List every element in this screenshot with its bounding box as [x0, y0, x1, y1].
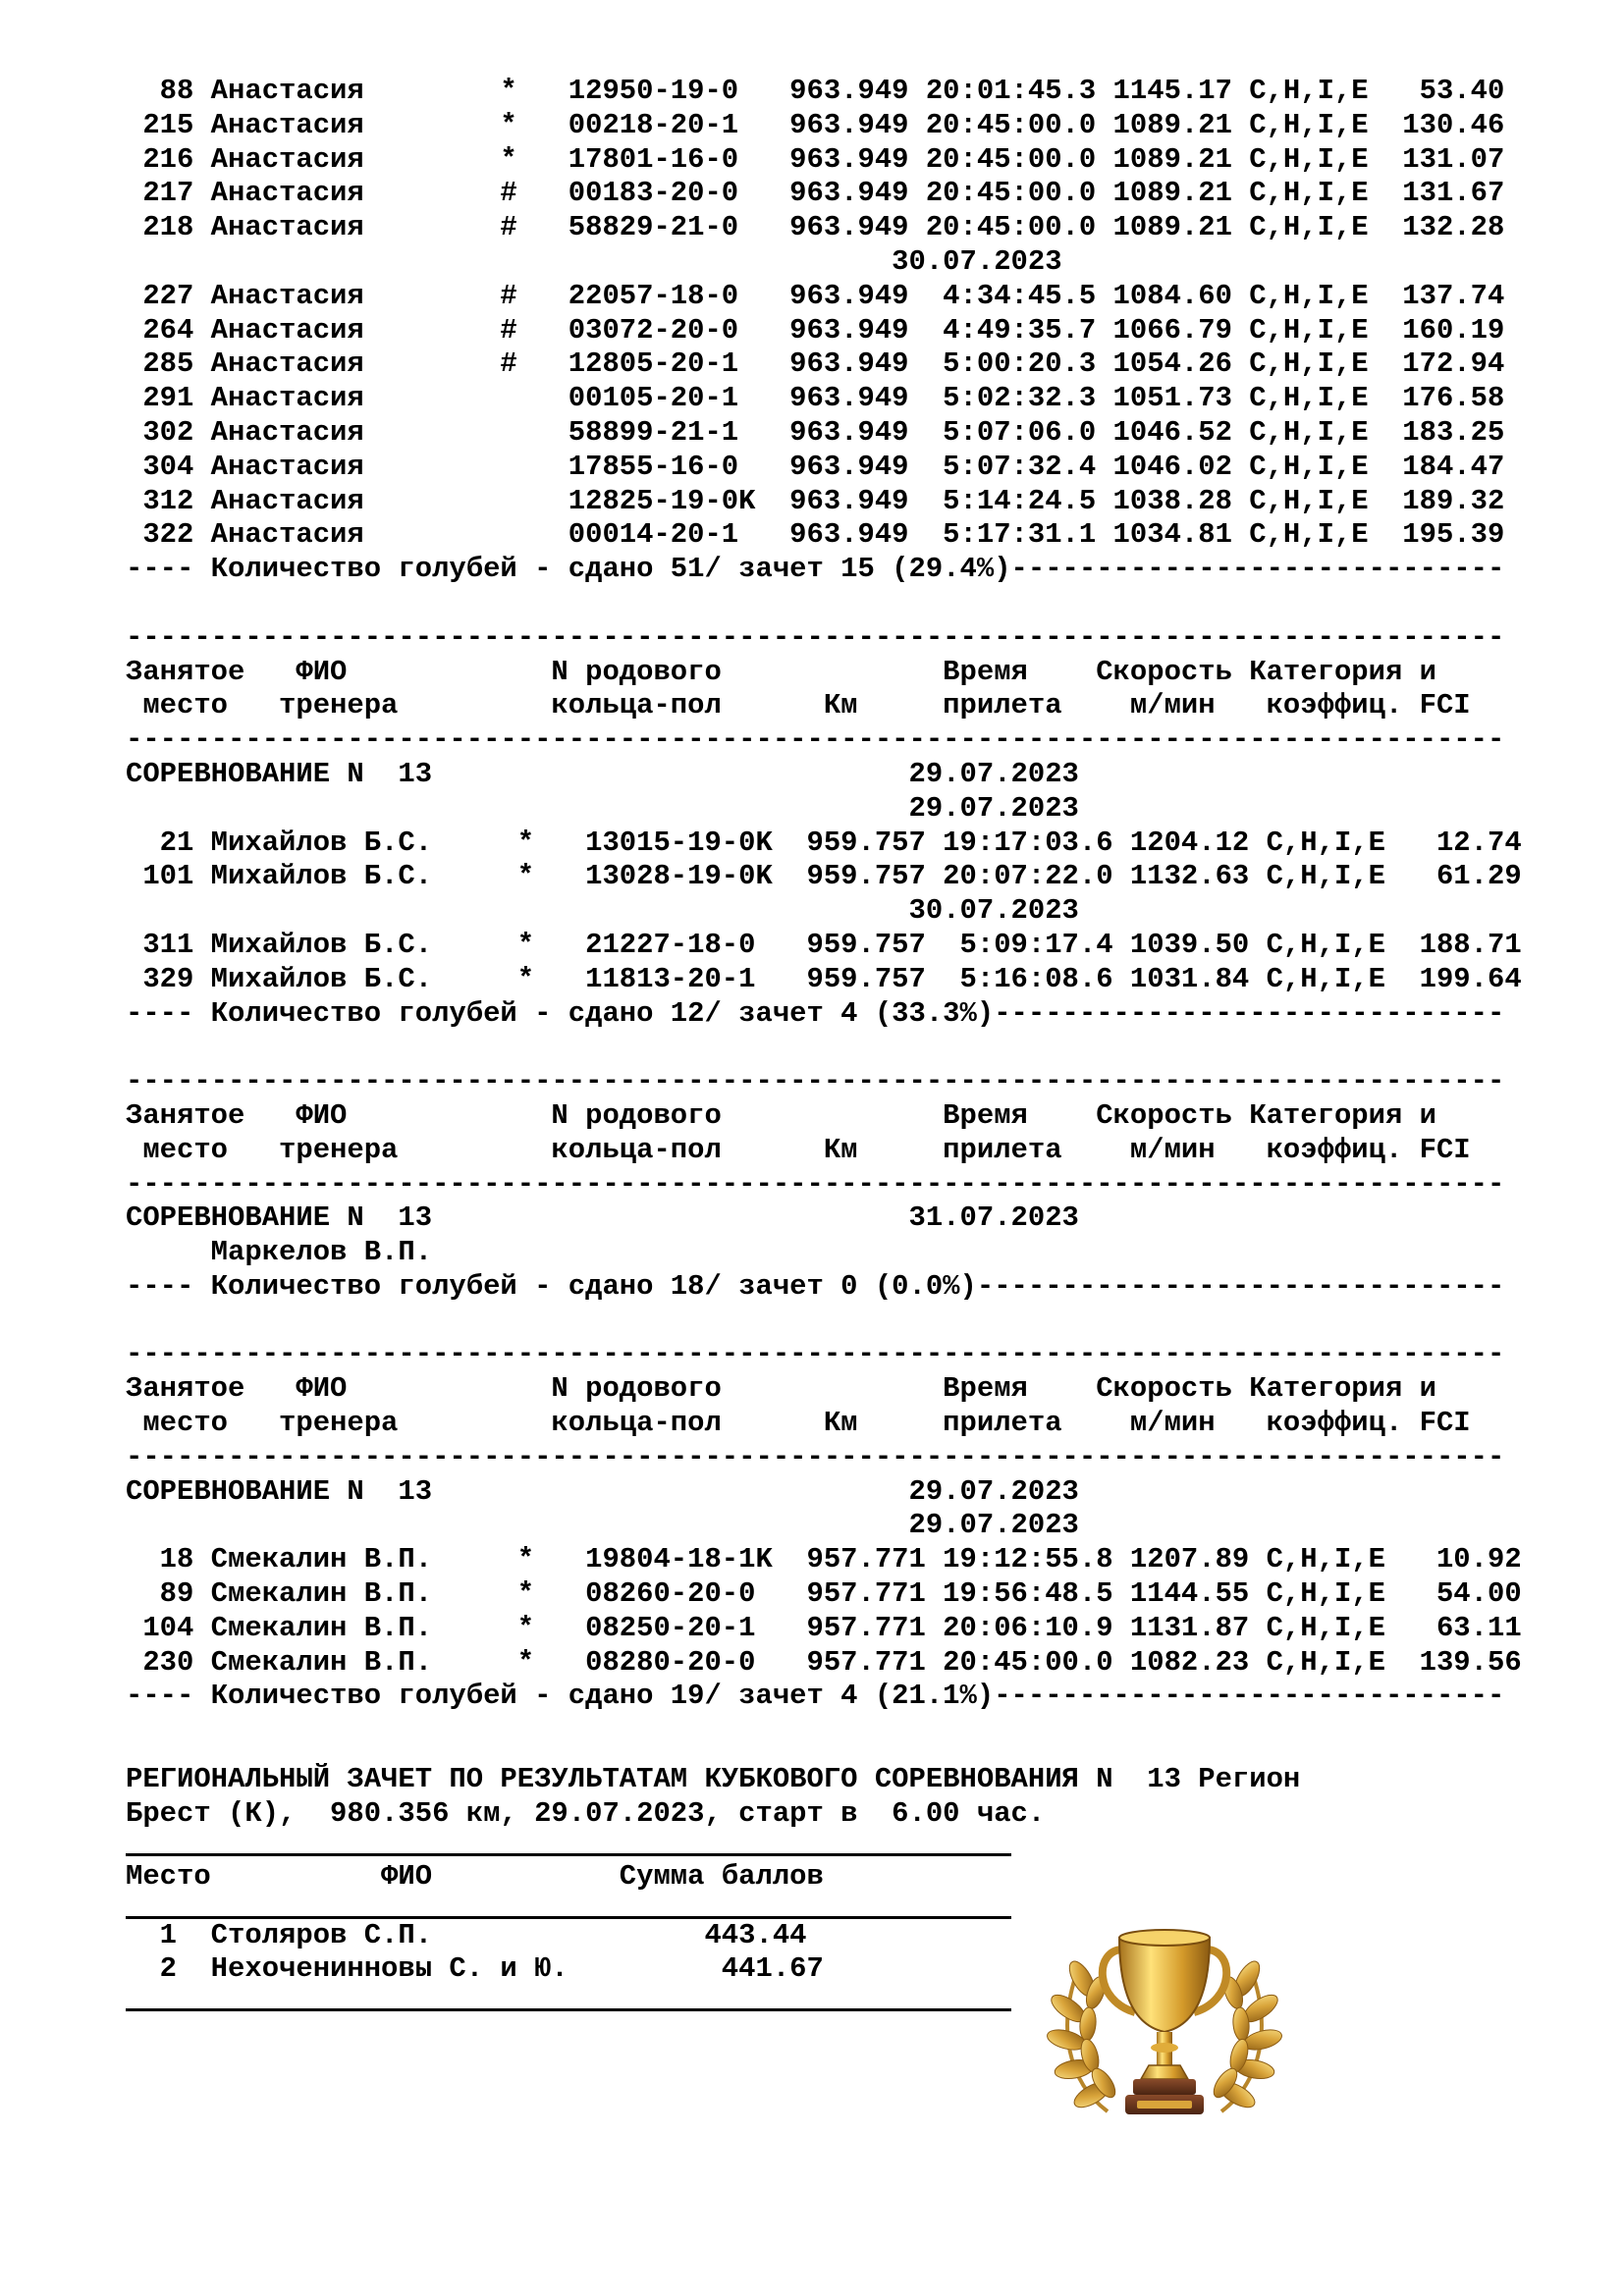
regional-subtitle: Брест (К), 980.356 км, 29.07.2023, старт в 6.00 час. — [126, 1797, 1046, 1831]
divider: --------------------------------------------------------------------------------- — [126, 620, 1505, 654]
column-header: Занятое ФИО N родового Время Скорость Категория и — [126, 1372, 1436, 1406]
result-row: 291 Анастасия 00105-20-1 963.949 5:02:32.3 1051.73 C,H,I,E 176.58 — [126, 382, 1505, 415]
result-row: 304 Анастасия 17855-16-0 963.949 5:07:32.4 1046.02 C,H,I,E 184.47 — [126, 450, 1505, 483]
regional-table-header: Место ФИО Сумма баллов — [126, 1859, 824, 1893]
result-row: 230 Смекалин В.П. * 08280-20-0 957.771 20:45:00.0 1082.23 C,H,I,E 139.56 — [126, 1645, 1522, 1679]
table-rule-top — [126, 1853, 1011, 1856]
column-header: место тренера кольца-пол Км прилета м/мин коэффиц. FCI — [126, 689, 1471, 722]
column-header: место тренера кольца-пол Км прилета м/мин коэффиц. FCI — [126, 1133, 1471, 1166]
divider: --------------------------------------------------------------------------------- — [126, 1065, 1505, 1098]
result-row: 104 Смекалин В.П. * 08250-20-1 957.771 20:06:10.9 1131.87 C,H,I,E 63.11 — [126, 1611, 1522, 1644]
section-smekalin — [126, 1338, 1598, 1714]
divider: --------------------------------------------------------------------------------- — [126, 723, 1505, 757]
result-row: 21 Михайлов Б.С. * 13015-19-0K 959.757 19:17:03.6 1204.12 C,H,I,E 12.74 — [126, 826, 1522, 859]
date-row: 29.07.2023 — [126, 1509, 1079, 1542]
trophy-icon — [1039, 1910, 1290, 2136]
competition-title: СОРЕВНОВАНИЕ N 13 29.07.2023 — [126, 1474, 1079, 1508]
result-row: 18 Смекалин В.П. * 19804-18-1K 957.771 19:12:55.8 1207.89 C,H,I,E 10.92 — [126, 1543, 1522, 1576]
divider: --------------------------------------------------------------------------------- — [126, 1167, 1505, 1201]
regional-row: 1 Столяров С.П. 443.44 — [126, 1918, 807, 1951]
result-row: 218 Анастасия # 58829-21-0 963.949 20:45:00.0 1089.21 C,H,I,E 132.28 — [126, 211, 1505, 244]
section-summary: ---- Количество голубей - сдано 12/ зачет 4 (33.3%)------------------------------ — [126, 996, 1505, 1030]
regional-table — [126, 1853, 1011, 2011]
regional-standings — [126, 1763, 1598, 2011]
result-row: 302 Анастасия 58899-21-1 963.949 5:07:06.0 1046.52 C,H,I,E 183.25 — [126, 415, 1505, 449]
section-summary: ---- Количество голубей - сдано 51/ зачет 15 (29.4%)----------------------------- — [126, 553, 1505, 586]
date-row: 30.07.2023 — [126, 244, 1062, 278]
result-row: 227 Анастасия # 22057-18-0 963.949 4:34:45.5 1084.60 C,H,I,E 137.74 — [126, 279, 1505, 312]
column-header: Занятое ФИО N родового Время Скорость Категория и — [126, 1098, 1436, 1132]
regional-row: 2 Нехоченинновы С. и Ю. 441.67 — [126, 1952, 824, 1986]
divider: --------------------------------------------------------------------------------- — [126, 1440, 1505, 1473]
trainer-row: Маркелов В.П. — [126, 1236, 433, 1269]
result-row: 264 Анастасия # 03072-20-0 963.949 4:49:35.7 1066.79 C,H,I,E 160.19 — [126, 313, 1505, 347]
result-row: 101 Михайлов Б.С. * 13028-19-0K 959.757 20:07:22.0 1132.63 C,H,I,E 61.29 — [126, 860, 1522, 893]
result-row: 285 Анастасия # 12805-20-1 963.949 5:00:20.3 1054.26 C,H,I,E 172.94 — [126, 347, 1505, 381]
result-row: 322 Анастасия 00014-20-1 963.949 5:17:31.1 1034.81 C,H,I,E 195.39 — [126, 518, 1505, 552]
results-page — [126, 75, 1598, 2011]
table-rule-bottom — [126, 2008, 1011, 2011]
section-mikhailov — [126, 621, 1598, 1032]
section-markelov — [126, 1065, 1598, 1305]
competition-title: СОРЕВНОВАНИЕ N 13 31.07.2023 — [126, 1201, 1079, 1235]
date-row: 30.07.2023 — [126, 894, 1079, 928]
divider: --------------------------------------------------------------------------------- — [126, 1338, 1505, 1371]
section-anastasia — [126, 75, 1598, 587]
date-row: 29.07.2023 — [126, 791, 1079, 825]
result-row: 311 Михайлов Б.С. * 21227-18-0 959.757 5:09:17.4 1039.50 C,H,I,E 188.71 — [126, 928, 1522, 961]
column-header: место тренера кольца-пол Км прилета м/мин коэффиц. FCI — [126, 1407, 1471, 1440]
regional-title: РЕГИОНАЛЬНЫЙ ЗАЧЕТ ПО РЕЗУЛЬТАТАМ КУБКОВОГО СОРЕВНОВАНИЯ N 13 Регион — [126, 1763, 1301, 1796]
result-row: 89 Смекалин В.П. * 08260-20-0 957.771 19:56:48.5 1144.55 C,H,I,E 54.00 — [126, 1577, 1522, 1611]
result-row: 88 Анастасия * 12950-19-0 963.949 20:01:45.3 1145.17 C,H,I,E 53.40 — [126, 75, 1505, 107]
result-row: 312 Анастасия 12825-19-0K 963.949 5:14:24.5 1038.28 C,H,I,E 189.32 — [126, 484, 1505, 517]
section-summary: ---- Количество голубей - сдано 19/ зачет 4 (21.1%)------------------------------ — [126, 1680, 1505, 1713]
section-summary: ---- Количество голубей - сдано 18/ зачет 0 (0.0%)------------------------------- — [126, 1269, 1505, 1303]
result-row: 329 Михайлов Б.С. * 11813-20-1 959.757 5:16:08.6 1031.84 C,H,I,E 199.64 — [126, 962, 1522, 995]
result-row: 215 Анастасия * 00218-20-1 963.949 20:45:00.0 1089.21 C,H,I,E 130.46 — [126, 108, 1505, 141]
result-row: 216 Анастасия * 17801-16-0 963.949 20:45:00.0 1089.21 C,H,I,E 131.07 — [126, 142, 1505, 176]
competition-title: СОРЕВНОВАНИЕ N 13 29.07.2023 — [126, 757, 1079, 790]
result-row: 217 Анастасия # 00183-20-0 963.949 20:45:00.0 1089.21 C,H,I,E 131.67 — [126, 177, 1505, 210]
column-header: Занятое ФИО N родового Время Скорость Категория и — [126, 655, 1436, 688]
